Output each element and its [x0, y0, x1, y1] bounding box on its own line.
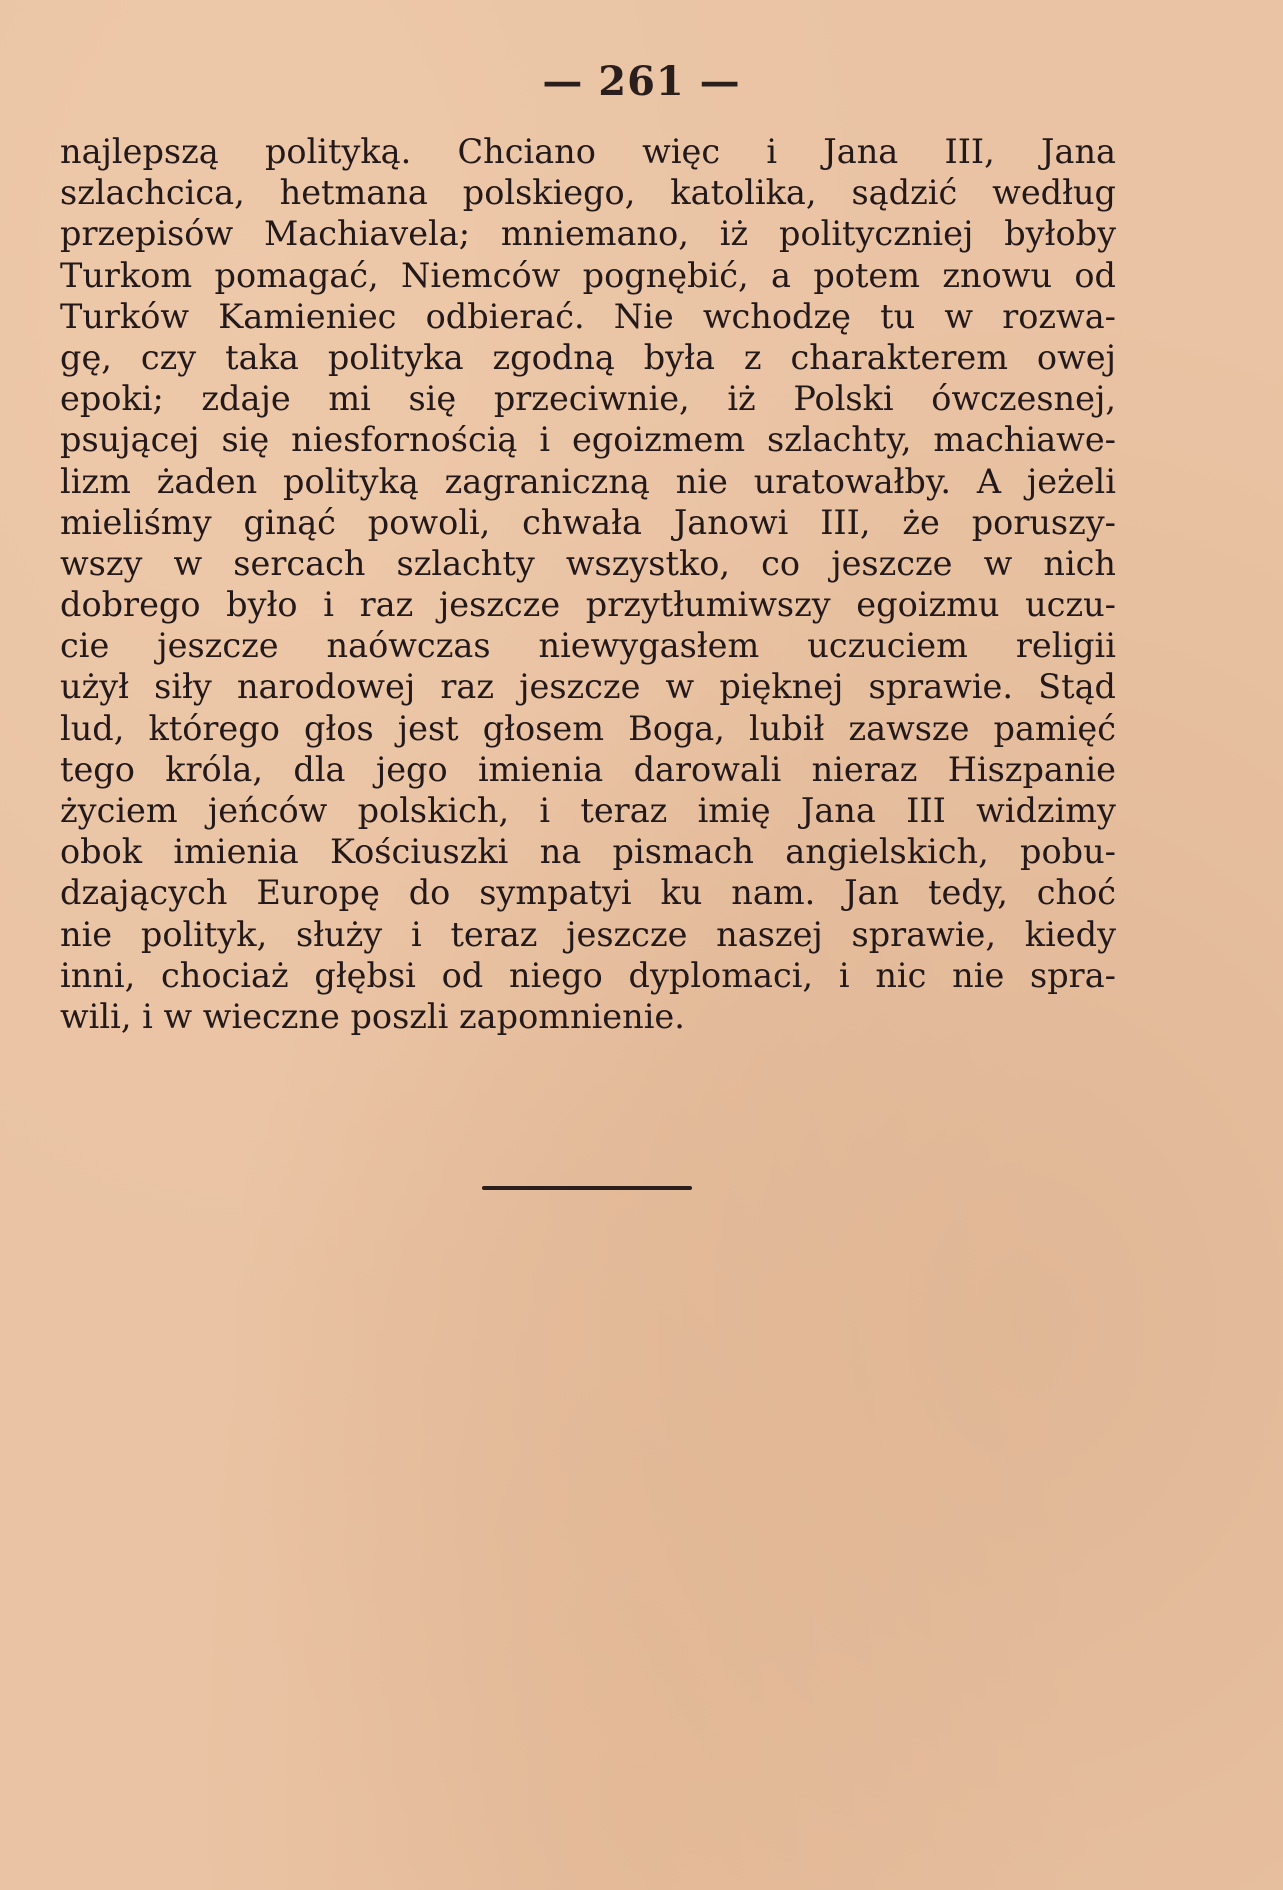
body-text [60, 131, 1116, 1037]
page-number: — 261 — [542, 58, 741, 105]
text-line-last: wili, i w wieczne poszli zapomnienie. [60, 996, 685, 1036]
text-line: cie jeszcze naówczas niewygasłem uczuciem religii [60, 626, 1116, 666]
text-line: szlachcica, hetmana polskiego, katolika, sądzić według [60, 173, 1116, 213]
text-line: obok imienia Kościuszki na pismach angielskich, pobu- [60, 832, 1116, 872]
text-line: nie polityk, służy i teraz jeszcze naszej sprawie, kiedy [60, 914, 1116, 954]
text-line: Turkom pomagać, Niemców pognębić, a potem znowu od [60, 255, 1116, 295]
text-line: wszy w sercach szlachty wszystko, co jeszcze w nich [60, 543, 1116, 583]
text-line: tego króla, dla jego imienia darowali nieraz Hiszpanie [60, 749, 1116, 789]
text-line: mieliśmy ginąć powoli, chwała Janowi III, że poruszy- [60, 502, 1116, 542]
text-line: życiem jeńców polskich, i teraz imię Jana III widzimy [60, 791, 1116, 830]
text-line: użył siły narodowej raz jeszcze w pięknej sprawie. Stąd [60, 667, 1116, 707]
text-line: lizm żaden polityką zagraniczną nie uratowałby. A jeżeli [60, 461, 1116, 501]
text-line: psującej się niesfornością i egoizmem szlachty, machiawe- [60, 420, 1116, 460]
text-line: przepisów Machiavela; mniemano, iż polityczniej byłoby [60, 214, 1116, 254]
section-end-rule [482, 1186, 692, 1190]
text-line: dobrego było i raz jeszcze przytłumiwszy egoizmu uczu- [60, 585, 1116, 625]
text-line: inni, chociaż głębsi od niego dyplomaci, i nic nie spra- [60, 955, 1116, 995]
text-line: epoki; zdaje mi się przeciwnie, iż Polski ówczesnej, [60, 379, 1116, 419]
text-line: dzających Europę do sympatyi ku nam. Jan tedy, choć [60, 873, 1116, 913]
text-line: najlepszą polityką. Chciano więc i Jana III, Jana [60, 132, 1116, 171]
text-line: gę, czy taka polityka zgodną była z charakterem owej [60, 337, 1116, 377]
text-line: Turków Kamieniec odbierać. Nie wchodzę tu w rozwa- [60, 296, 1116, 336]
text-line: lud, którego głos jest głosem Boga, lubił zawsze pamięć [60, 708, 1116, 748]
